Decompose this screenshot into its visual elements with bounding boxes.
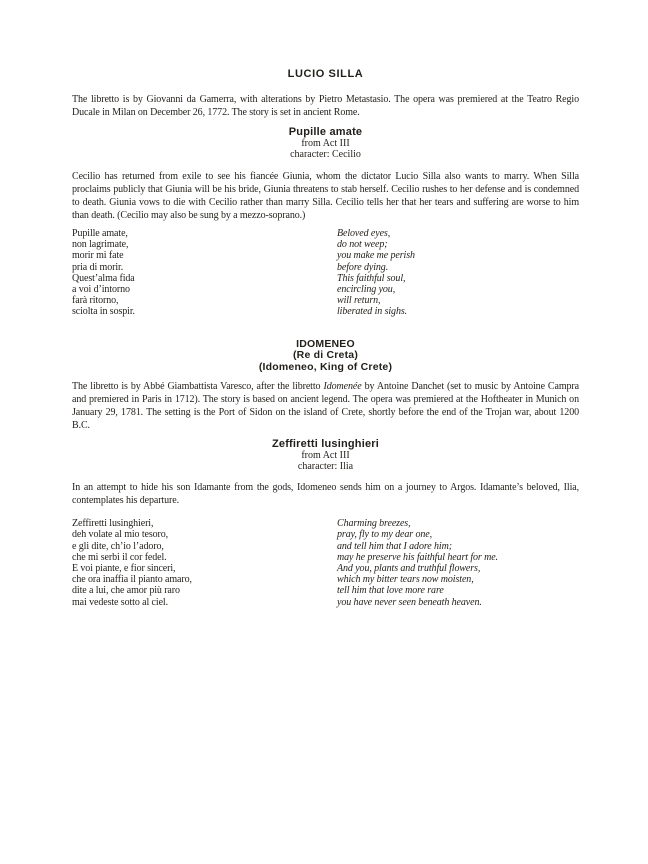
- aria-character: character: Ilia: [297, 461, 354, 473]
- lyrics-english-translation-column: Beloved eyes, do not weep; you make me perish before dying. This faithful soul, encircling you, will return, liberated in sighs.: [337, 228, 415, 318]
- section-idomeneo: [72, 339, 579, 608]
- intro-text-before-italic: The libretto is by Abbé Giambattista Varesco, after the libretto: [72, 381, 324, 393]
- aria-title-pupille-amate: Pupille amate: [288, 126, 363, 138]
- lyrics-zeffiretti: [72, 518, 579, 608]
- aria-synopsis-pupille-amate: Cecilio has returned from exile to see his fiancée Giunia, whom the dictator Lucio Silla also wants to marry. When Silla proclaims publicly that Giunia will be his bride, Giunia threatens to stab herself. Cecilio rushes to her defense and is condemned to death. Giunia vows to die with Cecilio rather than marry Silla. Cecilio tells her that her tears and suffering are worse to him than death. (Cecilio may also be sung by a mezzo-soprano.): [72, 171, 579, 221]
- libretto-title-italic: Idomenée: [323, 381, 362, 393]
- aria-title-zeffiretti: Zeffiretti lusinghieri: [271, 438, 380, 451]
- aria-source-act: from Act III: [301, 138, 350, 149]
- opera-subtitle-english: (Idomeneo, King of Crete): [258, 360, 393, 373]
- aria-header-pupille-amate: [72, 126, 579, 160]
- opera-title-idomeneo: IDOMENEO: [296, 337, 355, 350]
- section-lucio-silla: [72, 68, 579, 318]
- aria-source-act: from Act III: [301, 450, 350, 462]
- aria-character: character: Cecilio: [290, 149, 361, 160]
- page-content: [72, 0, 579, 608]
- lyrics-pupille-amate: [72, 228, 579, 318]
- opera-title-group-idomeneo: [72, 339, 579, 374]
- intro-text-after-italic: by Antoine Danchet (set to music by Antoine Campra and premiered in Paris in 1712). The story is based on ancient legend. The opera was premiered at the Hoftheater in Munich on January 29, 1781. The setting is the Port of Sidon on the island of Crete, shortly before the end of the Trojan war, about 1200 B.C.: [72, 381, 579, 432]
- opera-intro-idomeneo: [72, 380, 579, 432]
- lyrics-english-translation-column: Charming breezes, pray, fly to my dear one, and tell him that I adore him; may he preserve his faithful heart for me. And you, plants and truthful flowers, which my bitter tears now moisten, tell him that love more rare you have never seen beneath heaven.: [337, 518, 498, 608]
- lyrics-italian-column: Zeffiretti lusinghieri, deh volate al mio tesoro, e gli dite, ch’io l’adoro, che mi serbi il cor fedel. E voi piante, e fior sinceri, che ora inaffia il pianto amaro, dite a lui, che amor più raro mai vedeste sotto al ciel.: [72, 518, 192, 608]
- lyrics-italian-column: Pupille amate, non lagrimate, morir mi fate pria di morir. Quest’alma fida a voi d’intorno farà ritorno, sciolta in sospir.: [72, 228, 135, 318]
- opera-intro-lucio-silla: The libretto is by Giovanni da Gamerra, with alterations by Pietro Metastasio. The opera was premiered at the Teatro Regio Ducale in Milan on December 26, 1772. The story is set in ancient Rome.: [72, 94, 579, 118]
- opera-title-lucio-silla: LUCIO SILLA: [287, 68, 364, 80]
- opera-subtitle-italian: (Re di Creta): [292, 349, 359, 362]
- aria-synopsis-zeffiretti: In an attempt to hide his son Idamante from the gods, Idomeneo sends him on a journey to Argos. Idamante’s beloved, Ilia, contemplates his departure.: [72, 482, 579, 507]
- aria-header-zeffiretti: [72, 438, 579, 472]
